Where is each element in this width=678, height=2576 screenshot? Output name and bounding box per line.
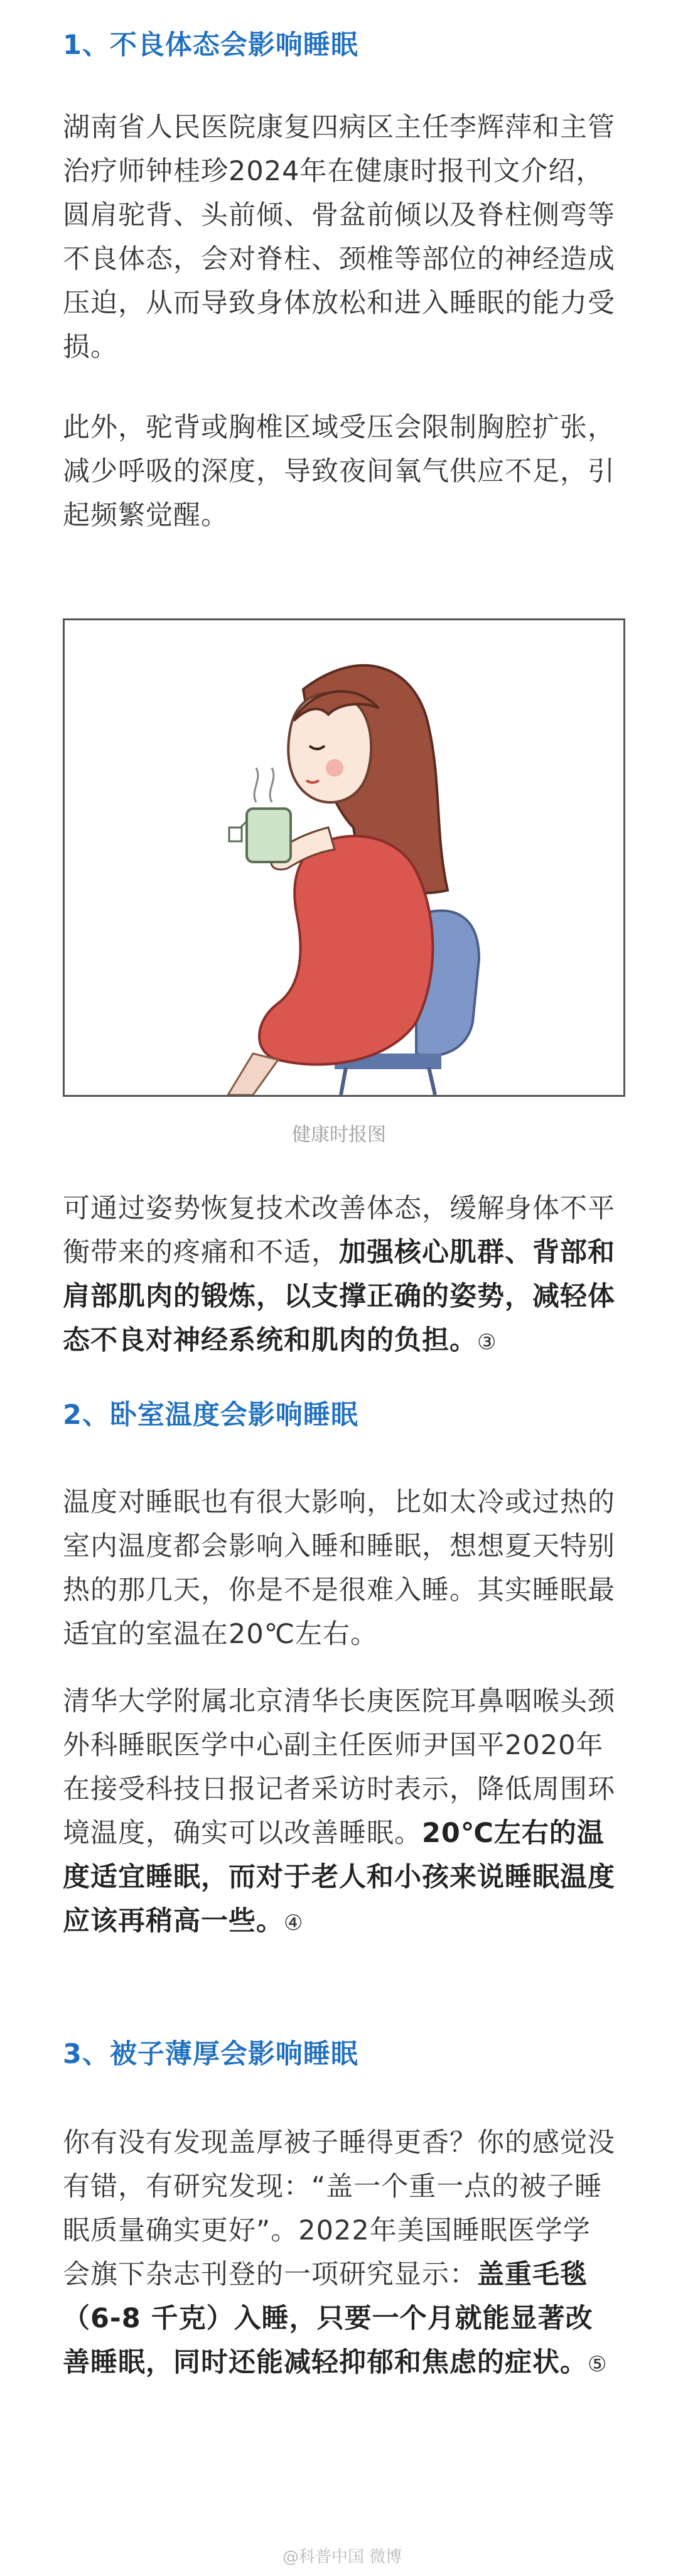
woman-with-cup-illustration [65, 620, 623, 1095]
section-2-paragraph-2 [63, 1679, 615, 1945]
section-2-paragraph-2-bold: 20℃左右的温度适宜睡眠，而对于老人和小孩来说睡眠温度应该再稍高一些。 [63, 1818, 615, 1937]
section-3-paragraph-1 [63, 2121, 615, 2386]
reference-4: ④ [284, 1910, 304, 1936]
section-1-paragraph-3-text: 可通过姿势恢复技术改善体态，缓解身体不平衡带来的疼痛和不适， [63, 1193, 615, 1268]
illustration-woman-drinking-tea [63, 618, 625, 1097]
section-1-paragraph-3 [63, 1187, 615, 1364]
section-1-paragraph-1: 湖南省人民医院康复四病区主任李辉萍和主管治疗师钟桂珍2024年在健康时报刊文介绍，圆肩驼背、头前倾、骨盆前倾以及脊柱侧弯等不良体态，会对脊柱、颈椎等部位的神经造成压迫，从而导致身体放松和进入睡眠的能力受损。 [63, 112, 615, 363]
section-2-heading: 2、卧室温度会影响睡眠 [63, 1399, 358, 1431]
reference-3: ③ [477, 1330, 497, 1355]
section-1-paragraph-2: 此外，驼背或胸椎区域受压会限制胸腔扩张，减少呼吸的深度，导致夜间氧气供应不足，引起频繁觉醒。 [63, 412, 615, 531]
figure-caption: 健康时报图 [292, 1124, 386, 1146]
reference-5: ⑤ [588, 2352, 608, 2377]
watermark: @科普中国 微博 [282, 2548, 402, 2567]
section-3-paragraph-1-text: 你有没有发现盖厚被子睡得更香？你的感觉没有错，有研究发现：“盖一个重一点的被子睡眠质量确实更好”。2022年美国睡眠医学学会旗下杂志刊登的一项研究显示： [63, 2127, 615, 2290]
section-2-paragraph-2-text: 清华大学附属北京清华长庚医院耳鼻咽喉头颈外科睡眠医学中心副主任医师尹国平2020年在接受科技日报记者采访时表示，降低周围环境温度，确实可以改善睡眠。 [63, 1686, 615, 1849]
section-1-heading: 1、不良体态会影响睡眠 [63, 30, 358, 61]
section-2-paragraph-1: 温度对睡眠也有很大影响，比如太冷或过热的室内温度都会影响入睡和睡眠，想想夏天特别热的那几天，你是不是很难入睡。其实睡眠最适宜的室温在20℃左右。 [63, 1487, 615, 1650]
section-1-paragraph-3-bold: 加强核心肌群、背部和肩部肌肉的锻炼，以支撑正确的姿势，减轻体态不良对神经系统和肌肉的负担。 [63, 1237, 615, 1356]
section-3-paragraph-1-bold: 盖重毛毯（6-8 千克）入睡，只要一个月就能显著改善睡眠，同时还能减轻抑郁和焦虑的症状。 [63, 2259, 593, 2378]
section-3-heading: 3、被子薄厚会影响睡眠 [63, 2039, 358, 2070]
